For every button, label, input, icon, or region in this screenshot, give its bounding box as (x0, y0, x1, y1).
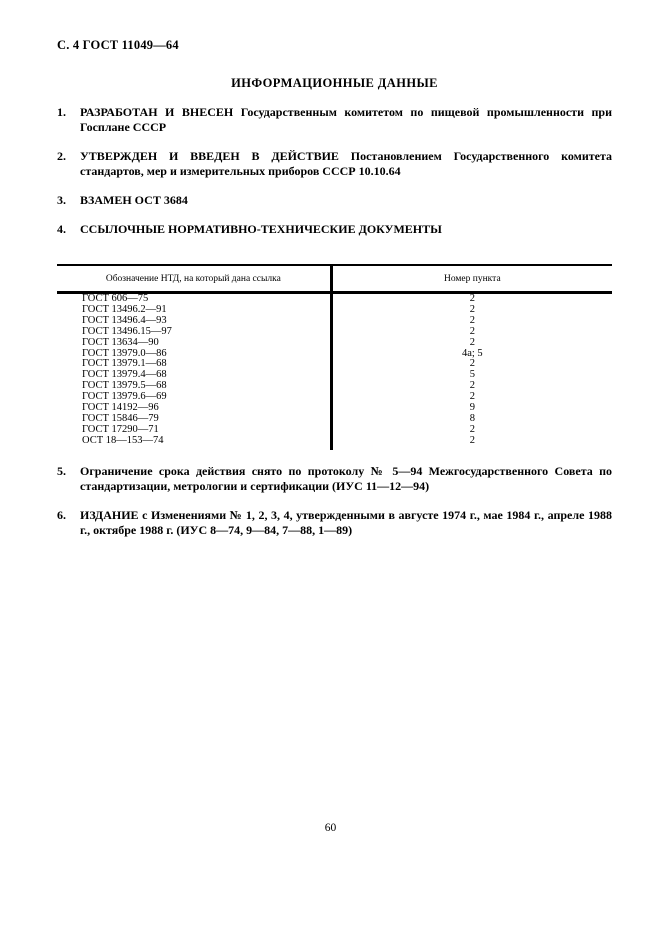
list-item (57, 222, 612, 237)
ntd-cell: ОСТ 18—153—74 (57, 436, 331, 450)
punkt-cell: 2 (469, 358, 475, 370)
punkt-cell: 8 (469, 412, 475, 424)
column-header-ntd: Обозначение НТД, на который дана ссылка (57, 265, 331, 293)
references-table (57, 264, 612, 450)
item-text: ССЫЛОЧНЫЕ НОРМАТИВНО-ТЕХНИЧЕСКИЕ ДОКУМЕНТЫ (80, 222, 442, 236)
ntd-cell: ГОСТ 13979.4—68 (57, 370, 331, 381)
punkt-cell: 2 (469, 336, 475, 348)
table-row (57, 436, 612, 450)
punkt-cell: 2 (469, 380, 475, 392)
ntd-cell: ГОСТ 15846—79 (57, 414, 331, 425)
ntd-cell: ГОСТ 13979.0—86 (57, 349, 331, 360)
item-number: 2. (57, 149, 66, 163)
punkt-cell: 2 (469, 391, 475, 403)
references-table-head (57, 265, 612, 293)
ntd-cell: ГОСТ 13979.6—69 (57, 392, 331, 403)
column-header-punkt: Номер пункта (331, 265, 612, 293)
punkt-cell: 2 (469, 293, 475, 304)
punkt-cell: 2 (469, 325, 475, 337)
list-item (57, 508, 612, 538)
table-header-row (57, 265, 612, 293)
punkt-cell: 2 (469, 314, 475, 326)
page-number: 60 (324, 822, 337, 834)
item-text: ВЗАМЕН ОСТ 3684 (80, 193, 188, 207)
punkt-cell: 9 (469, 402, 475, 414)
info-items-list-bottom (57, 464, 612, 538)
list-item (57, 464, 612, 494)
punkt-cell: 2 (469, 303, 475, 315)
table-row (57, 327, 612, 338)
punkt-cell: 2 (469, 423, 475, 435)
ntd-cell: ГОСТ 17290—71 (57, 425, 331, 436)
list-item (57, 149, 612, 179)
item-text: УТВЕРЖДЕН И ВВЕДЕН В ДЕЙСТВИЕ Постановлением Государственного комитета стандартов, мер и измерительных приборов СССР 10.10.64 (80, 149, 612, 178)
item-number: 3. (57, 193, 66, 207)
ntd-cell: ГОСТ 13979.1—68 (57, 359, 331, 370)
item-number: 4. (57, 222, 66, 236)
item-text: ИЗДАНИЕ с Изменениями № 1, 2, 3, 4, утвержденными в августе 1974 г., мае 1984 г., апреле 1988 г., октябре 1988 г. (ИУС 8—74, 9—84, 7—88, 1—89) (80, 507, 612, 537)
ntd-cell: ГОСТ 13496.4—93 (57, 316, 331, 327)
punkt-cell: 5 (469, 369, 475, 381)
item-number: 1. (57, 105, 66, 119)
references-table-body (57, 293, 612, 450)
list-item (57, 193, 612, 208)
running-header: С. 4 ГОСТ 11049—64 (57, 38, 179, 52)
item-text: Ограничение срока действия снято по протоколу № 5—94 Межгосударственного Совета по стандартизации, метрологии и сертификации (ИУС 11—12—94) (80, 463, 612, 493)
ntd-cell: ГОСТ 606—75 (57, 293, 331, 305)
ntd-cell: ГОСТ 13496.15—97 (57, 327, 331, 338)
ntd-cell: ГОСТ 13634—90 (57, 338, 331, 349)
info-items-list (57, 105, 612, 237)
ntd-cell: ГОСТ 14192—96 (57, 403, 331, 414)
page-title: ИНФОРМАЦИОННЫЕ ДАННЫЕ (231, 76, 438, 90)
ntd-cell: ГОСТ 13496.2—91 (57, 305, 331, 316)
table-row (57, 338, 612, 349)
item-number: 6. (57, 507, 66, 522)
item-text: РАЗРАБОТАН И ВНЕСЕН Государственным комитетом по пищевой промышленности при Госплане СССР (80, 105, 612, 134)
punkt-cell: 2 (469, 434, 475, 446)
item-number: 5. (57, 463, 66, 478)
list-item (57, 105, 612, 135)
ntd-cell: ГОСТ 13979.5—68 (57, 381, 331, 392)
punkt-cell: 4а; 5 (461, 347, 483, 359)
